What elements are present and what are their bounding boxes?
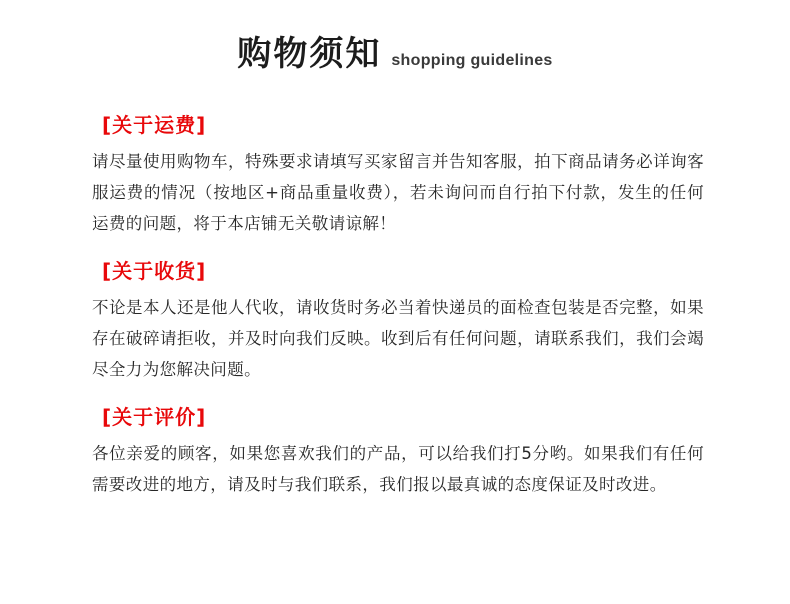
section-review <box>92 401 704 500</box>
page-title-chinese: 购物须知 <box>237 34 382 74</box>
page-title <box>0 0 790 75</box>
section-heading-review: [关于评价] <box>102 405 207 429</box>
section-heading-receiving: [关于收货] <box>102 259 207 283</box>
section-heading-shipping-fee: [关于运费] <box>102 113 207 137</box>
section-body-shipping-fee: 请尽量使用购物车，特殊要求请填写买家留言并告知客服，拍下商品请务必详询客服运费的情况（按地区+商品重量收费），若未询问而自行拍下付款，发生的任何运费的问题，将于本店铺无关敬请谅解！ <box>92 152 704 233</box>
section-body-review: 各位亲爱的顾客，如果您喜欢我们的产品，可以给我们打5分哟。如果我们有任何需要改进的地方，请及时与我们联系，我们报以最真诚的态度保证及时改进。 <box>92 444 704 494</box>
section-body-receiving: 不论是本人还是他人代收，请收货时务必当着快递员的面检查包装是否完整，如果存在破碎请拒收，并及时向我们反映。收到后有任何问题，请联系我们，我们会竭尽全力为您解决问题。 <box>92 298 704 379</box>
page-title-english: shopping guidelines <box>391 52 553 69</box>
section-receiving <box>92 255 704 385</box>
section-shipping-fee <box>92 109 704 239</box>
guidelines-content <box>0 109 790 500</box>
